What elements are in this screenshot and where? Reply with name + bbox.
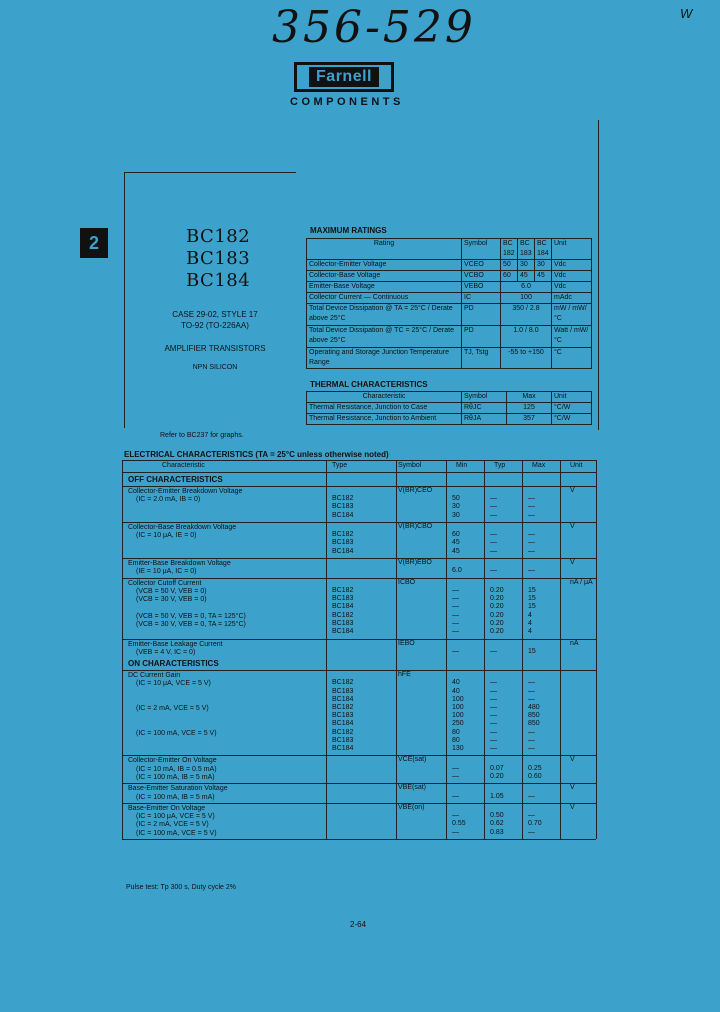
part-bc183: BC183 [186,248,251,269]
characteristic-label: (IC = 10 mA, IB = 0.5 mA) [136,765,217,773]
table-cell-type: BC184 [332,695,354,703]
table-cell-min: — [452,812,459,820]
unit-cell: V [570,804,575,812]
table-cell-min: — [452,772,459,780]
table-cell-max: — [528,503,535,511]
unit-cell: nA / μA [570,578,593,586]
table-row: Collector-Emitter Voltage VCEO 50 30 30 Vdc [307,260,592,271]
thermal-table: Characteristic Symbol Max Unit Thermal Resistance, Junction to Case RθJC 125 °C/W Thermal Resistance, Junction to Ambient RθJA 357 °C/W [306,391,592,425]
table-cell-min: — [452,611,459,619]
table-cell-typ: — [490,567,497,575]
column-divider [446,460,447,839]
table-cell-max: 15 [528,595,536,603]
max-ratings-table [306,238,592,369]
table-cell-typ: 0.62 [490,820,504,828]
column-divider [396,460,397,839]
table-cell-min: — [452,595,459,603]
table-border [122,460,123,839]
table-cell-max: — [528,745,535,752]
device-title: AMPLIFIER TRANSISTORS [164,344,266,353]
table-cell-min: 100 [452,695,464,703]
table-cell-typ: — [490,547,497,555]
table-cell-type: BC182 [332,495,354,503]
off-characteristics-title: OFF CHARACTERISTICS [128,475,223,484]
symbol-cell: VBE(on) [398,804,425,812]
characteristic-label: DC Current Gain [128,672,181,680]
table-cell-min: 40 [452,679,460,687]
table-cell-type: BC183 [332,539,354,547]
characteristic-label: (IC = 100 mA, IB = 5 mA) [136,773,215,781]
on-characteristics-title: ON CHARACTERISTICS [128,659,219,669]
characteristic-label: Emitter-Base Leakage Current [128,640,223,648]
table-cell-max: 480 [528,704,540,711]
electrical-title: ELECTRICAL CHARACTERISTICS (TA = 25°C unless otherwise noted) [124,450,389,459]
unit-cell: nA [570,639,579,647]
table-row: Operating and Storage Junction Temperature Range TJ, Tstg -55 to +150 °C [307,348,592,369]
mr-header-bc184: BC 184 [535,239,552,260]
logo-text: Farnell [309,67,379,87]
panel-border-top [124,172,296,173]
characteristic-label: (IC = 100 mA, IB = 5 mA) [136,793,215,801]
table-cell-min: — [452,587,459,595]
table-cell-min: — [452,603,459,611]
table-cell-max: — [528,828,535,836]
characteristic-label: (IC = 100 mA, VCE = 5 V) [136,829,217,837]
mr-header-symbol: Symbol [462,239,501,260]
table-cell-typ: — [490,687,497,695]
symbol-cell: hFE [398,671,411,679]
table-cell-type: BC184 [332,720,354,728]
table-cell-typ: 0.07 [490,764,504,772]
column-divider [326,460,327,839]
symbol-cell: IEBO [398,639,415,647]
characteristic-label: Base-Emitter Saturation Voltage [128,785,228,793]
characteristic-label: Collector Cutoff Current [128,579,202,587]
table-cell-min: 6.0 [452,567,462,575]
table-cell-max: 850 [528,712,540,720]
characteristic-label: (VEB = 4 V, IC = 0) [136,648,196,656]
table-cell-type: BC184 [332,745,354,752]
max-ratings-title: MAXIMUM RATINGS [310,226,387,235]
table-cell-typ: — [490,679,497,687]
table-cell-typ: 0.20 [490,611,504,619]
table-cell-min: 100 [452,704,464,711]
table-cell-type: BC184 [332,547,354,555]
table-cell-typ: 0.20 [490,595,504,603]
characteristic-label: (VCB = 50 V, VEB = 0, TA = 125°C) [136,612,246,620]
unit-cell: V [570,523,575,531]
mr-header-bc183: BC 183 [518,239,535,260]
table-cell-typ: — [490,511,497,519]
characteristic-label: (VCB = 30 V, VEB = 0, TA = 125°C) [136,620,246,628]
table-cell-min: 80 [452,736,460,744]
thermal-title: THERMAL CHARACTERISTICS [310,380,428,389]
table-cell-max: 0.70 [528,820,542,828]
table-cell-type: BC184 [332,511,354,519]
device-type: NPN SILICON [192,364,238,371]
handwritten-number: 356-529 [272,2,476,53]
table-row: Collector Current — Continuous IC 100 mAdc [307,293,592,304]
table-cell-max: 15 [528,587,536,595]
ec-bottom-line [122,839,596,840]
part-bc184: BC184 [186,270,251,291]
table-cell-min: 40 [452,687,460,695]
characteristic-label: Collector-Base Breakdown Voltage [128,524,237,532]
table-cell-min: 30 [452,503,460,511]
table-cell-min: 45 [452,547,460,555]
characteristic-label: Emitter-Base Breakdown Voltage [128,560,231,568]
group-divider [122,670,596,671]
table-cell-typ: 0.20 [490,587,504,595]
table-cell-max: — [528,736,535,744]
table-row: Thermal Resistance, Junction to Case RθJC 125 °C/W [307,403,592,414]
table-cell-max: 4 [528,619,532,627]
table-cell-type: BC183 [332,736,354,744]
table-cell-type: BC183 [332,619,354,627]
table-cell-max: — [528,728,535,736]
page-tab: 2 [80,228,108,258]
table-cell-max: — [528,547,535,555]
table-cell-type: BC182 [332,704,354,711]
panel-border-right [598,120,599,430]
table-cell-typ: — [490,720,497,728]
characteristic-label: (IC = 2 mA, VCE = 5 V) [136,821,209,829]
mr-header-unit: Unit [552,239,592,260]
characteristic-label: (IC = 10 μA, VCE = 5 V) [136,680,211,688]
package-line2: TO-92 (TO-226AA) [181,321,249,330]
table-cell-max: 15 [528,603,536,611]
table-cell-max: 850 [528,720,540,728]
table-cell-min: — [452,792,459,800]
table-cell-max: 0.60 [528,772,542,780]
table-cell-typ: — [490,712,497,720]
table-cell-max: — [528,539,535,547]
table-border [596,460,597,839]
table-cell-max: 15 [528,647,536,655]
table-cell-min: 0.55 [452,820,466,828]
part-bc182: BC182 [186,226,251,247]
table-row: Emitter-Base Voltage VEBO 6.0 Vdc [307,282,592,293]
table-cell-min: — [452,828,459,836]
table-cell-typ: 0.20 [490,603,504,611]
table-cell-min: 45 [452,539,460,547]
table-cell-min: — [452,647,459,655]
page-number: 2-64 [350,920,367,929]
characteristic-label: (IC = 100 mA, VCE = 5 V) [136,729,217,737]
refer-note: Refer to BC237 for graphs. [160,432,244,439]
table-cell-typ: — [490,704,497,711]
table-row: Total Device Dissipation @ TA = 25°C / Derate above 25°C PD 350 / 2.8 mW / mW/°C [307,304,592,326]
table-cell-type: BC184 [332,628,354,636]
mr-header-rating: Rating [307,239,462,260]
table-cell-type: BC182 [332,531,354,539]
table-cell-typ: 0.83 [490,828,504,836]
characteristic-label: (IC = 2 mA, VCE = 5 V) [136,705,209,712]
table-cell-type: BC183 [332,595,354,603]
farnell-logo [294,62,394,92]
footnote: Pulse test: Tp 300 s, Duty cycle 2% [126,884,236,891]
table-cell-typ: — [490,728,497,736]
table-cell-typ: 1.05 [490,792,504,800]
table-cell-max: — [528,695,535,703]
table-cell-min: 30 [452,511,460,519]
characteristic-label: Collector-Emitter Breakdown Voltage [128,488,243,495]
table-cell-typ: 0.20 [490,628,504,636]
column-divider [484,460,485,839]
characteristic-label: (IC = 2.0 mA, IB = 0) [136,496,201,504]
ec-header: Characteristic Type Symbol Min Typ Max Unit [162,462,583,469]
table-cell-typ: — [490,539,497,547]
unit-cell: V [570,784,575,792]
characteristic-label: Base-Emitter On Voltage [128,805,206,813]
symbol-cell: V(BR)EBO [398,559,432,567]
table-cell-typ: 0.20 [490,619,504,627]
table-cell-min: 130 [452,745,464,752]
table-row: Total Device Dissipation @ TC = 25°C / Derate above 25°C PD 1.0 / 8.0 Watt / mW/°C [307,326,592,348]
table-cell-max: 4 [528,611,532,619]
table-cell-min: 50 [452,495,460,503]
table-cell-max: — [528,531,535,539]
table-cell-type: BC183 [332,503,354,511]
table-cell-type: BC182 [332,679,354,687]
table-cell-type: BC182 [332,611,354,619]
table-cell-type: BC184 [332,603,354,611]
table-cell-type: BC183 [332,712,354,720]
table-cell-max: — [528,687,535,695]
table-cell-typ: — [490,745,497,752]
table-cell-max: — [528,812,535,820]
table-cell-type: BC182 [332,728,354,736]
column-divider [560,460,561,839]
characteristic-label: (IC = 100 μA, VCE = 5 V) [136,813,215,821]
table-cell-type: BC183 [332,687,354,695]
symbol-cell: ICBO [398,578,416,586]
table-cell-max: — [528,567,535,575]
table-cell-min: — [452,628,459,636]
unit-cell: V [570,487,575,494]
symbol-cell: V(BR)CBO [398,523,433,531]
characteristic-label: (IC = 10 μA, IE = 0) [136,532,197,540]
characteristic-label: (VCB = 30 V, VEB = 0) [136,596,207,604]
table-cell-type: BC182 [332,587,354,595]
table-cell-max: — [528,679,535,687]
table-cell-min: 250 [452,720,464,728]
table-cell-min: 60 [452,531,460,539]
table-cell-max: — [528,792,535,800]
column-divider [522,460,523,839]
characteristic-label: Collector-Emitter On Voltage [128,757,217,765]
unit-cell: V [570,756,575,764]
table-cell-typ: — [490,495,497,503]
unit-cell: V [570,559,575,567]
table-cell-max: — [528,511,535,519]
table-cell-min: — [452,764,459,772]
mr-header-bc182: BC 182 [501,239,518,260]
table-row: Thermal Resistance, Junction to Ambient RθJA 357 °C/W [307,414,592,425]
table-cell-max: 4 [528,628,532,636]
corner-mark: W [680,6,693,21]
table-cell-typ: — [490,695,497,703]
symbol-cell: V(BR)CEO [398,487,433,494]
table-cell-typ: — [490,647,497,655]
table-cell-max: — [528,495,535,503]
table-cell-typ: — [490,531,497,539]
table-row: Collector-Base Voltage VCBO 60 45 45 Vdc [307,271,592,282]
panel-border-left [124,172,125,428]
characteristic-label: (IE = 10 μA, IC = 0) [136,568,197,576]
table-cell-typ: — [490,736,497,744]
table-cell-typ: — [490,503,497,511]
symbol-cell: VCE(sat) [398,756,427,764]
symbol-cell: VBE(sat) [398,784,427,792]
package-line1: CASE 29-02, STYLE 17 [172,310,258,319]
table-cell-min: — [452,619,459,627]
logo-subtitle: COMPONENTS [290,96,404,108]
table-cell-typ: 0.20 [490,772,504,780]
table-cell-max: 0.25 [528,764,542,772]
table-cell-min: 80 [452,728,460,736]
table-cell-min: 100 [452,712,464,720]
characteristic-label: (VCB = 50 V, VEB = 0) [136,588,207,596]
ec-header-line [122,472,596,473]
table-cell-typ: 0.50 [490,812,504,820]
